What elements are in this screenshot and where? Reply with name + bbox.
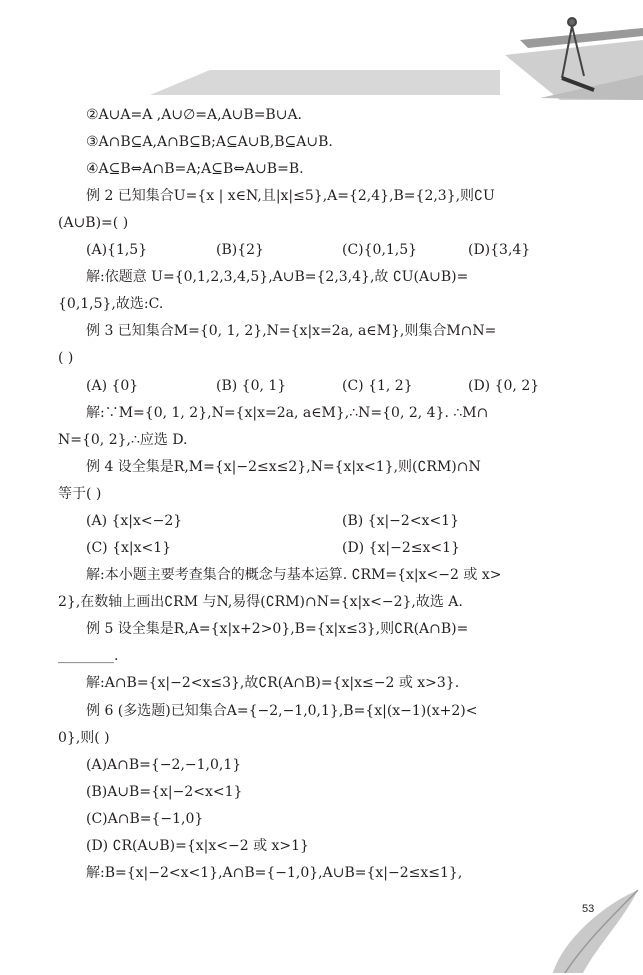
leaf-icon	[543, 885, 643, 975]
example-heading: 例 2 已知集合U={x | x∈N,且|x|≤5},A={2,4},B={2,3},则∁U	[86, 188, 495, 204]
text-line: 2},在数轴上画出∁RM 与N,易得(∁RM)∩N={x|x<−2},故选 A.	[58, 594, 463, 610]
text-line: ( )	[58, 350, 74, 366]
choice-option: (C) {1, 2}	[342, 378, 413, 394]
choice-option: (B) {x|−2<x<1}	[342, 513, 459, 529]
choice-option: (C){0,1,5}	[342, 242, 418, 258]
text-line: N={0, 2},∴应选 D.	[58, 432, 188, 448]
answer-blank: ________.	[58, 648, 119, 664]
choice-option: (A) {x|x<−2}	[86, 513, 183, 529]
solution-text: 解:A∩B={x|−2<x≤3},故∁R(A∩B)={x|x≤−2 或 x>3}.	[86, 675, 460, 691]
solution-text: 解:依题意 U={0,1,2,3,4,5},A∪B={2,3,4},故 ∁U(A∪B)=	[86, 269, 469, 285]
header-decoration	[0, 0, 643, 100]
choice-option: (B){2}	[216, 242, 264, 258]
solution-text: 解:∵M={0, 1, 2},N={x|x=2a, a∈M},∴N={0, 2, 4}. ∴M∩	[86, 405, 489, 421]
choice-option: (D) {0, 2}	[468, 378, 540, 394]
choice-option: (A)A∩B={−2,−1,0,1}	[86, 757, 242, 773]
choice-option: (D){3,4}	[468, 242, 531, 258]
choice-option: (D) ∁R(A∪B)={x|x<−2 或 x>1}	[86, 838, 309, 854]
text-line: ③A∩B⊆A,A∩B⊆B;A⊆A∪B,B⊆A∪B.	[86, 134, 333, 150]
example-heading: 例 6 (多选题)已知集合A={−2,−1,0,1},B={x|(x−1)(x+2)<	[86, 703, 478, 719]
choice-option: (A) {0}	[86, 378, 139, 394]
text-line: {0,1,5},故选:C.	[58, 296, 164, 312]
text-line: ②A∪A=A ,A∪∅=A,A∪B=B∪A.	[86, 107, 303, 123]
example-heading: 例 3 已知集合M={0, 1, 2},N={x|x=2a, a∈M},则集合M∩N=	[86, 323, 497, 339]
choice-option: (B)A∪B={x|−2<x<1}	[86, 784, 243, 800]
page-number: 53	[582, 903, 595, 915]
example-heading: 例 5 设全集是R,A={x|x+2>0},B={x|x≤3},则∁R(A∩B)=	[86, 621, 469, 637]
solution-text: 解:B={x|−2<x<1},A∩B={−1,0},A∪B={x|−2≤x≤1},	[86, 865, 463, 881]
text-line: ④A⊆B⇔A∩B=A;A⊆B⇔A∪B=B.	[86, 161, 304, 177]
choice-option: (A){1,5}	[86, 242, 148, 258]
choice-option: (C)A∩B={−1,0}	[86, 811, 204, 827]
text-line: 0},则( )	[58, 730, 110, 746]
choice-option: (B) {0, 1}	[216, 378, 287, 394]
choice-option: (D) {x|−2≤x<1}	[342, 540, 460, 556]
text-line: 等于( )	[58, 486, 102, 502]
text-line: (A∪B)=( )	[58, 215, 129, 231]
choice-option: (C) {x|x<1}	[86, 540, 172, 556]
example-heading: 例 4 设全集是R,M={x|−2≤x≤2},N={x|x<1},则(∁RM)∩N	[86, 459, 481, 475]
solution-text: 解:本小题主要考查集合的概念与基本运算. ∁RM={x|x<−2 或 x>	[86, 567, 502, 583]
